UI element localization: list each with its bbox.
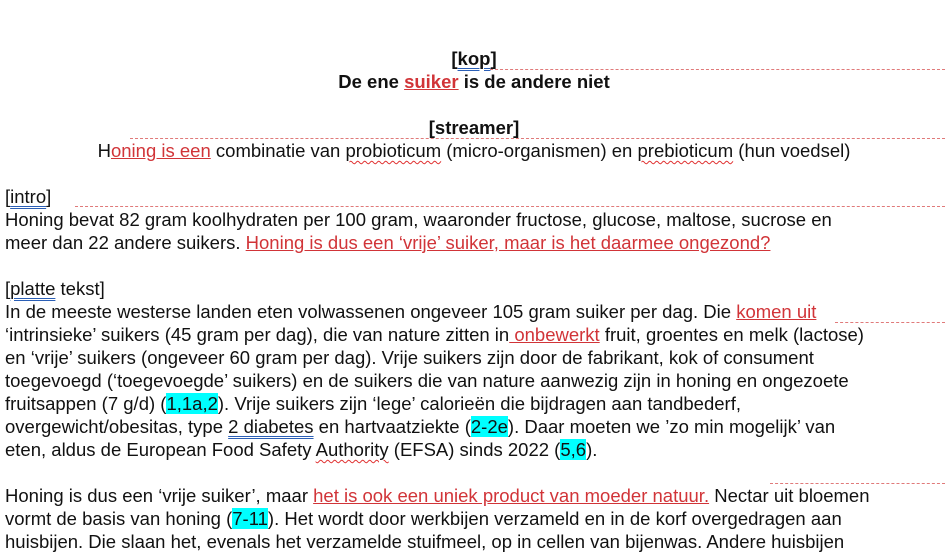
body-text-line: en ‘vrije’ suikers (ongeveer 60 gram per dag). Vrije suikers zijn door de fabrikant, kok of consument: [5, 347, 814, 368]
kop-label: [kop]: [451, 48, 497, 69]
intro-text-line: meer dan 22 andere suikers. Honing is dus een ‘vrije’ suiker, maar is het daarmee ongezond?: [5, 232, 771, 253]
body-text-line: toegevoegd (‘toegevoegde’ suikers) en de suikers die van nature aanwezig zijn in honing en ongezoete: [5, 370, 849, 391]
intro-text-line: Honing bevat 82 gram koolhydraten per 100 gram, waaronder fructose, glucose, maltose, sucrose en: [5, 209, 832, 230]
body-text-line: In de meeste westerse landen eten volwassenen ongeveer 105 gram suiker per dag. Die komen uit: [5, 301, 817, 322]
body-text-line: vormt de basis van honing (7-11). Het wordt door werkbijen verzameld en in de korf overgedragen aan: [5, 508, 842, 529]
body-text-line: overgewicht/obesitas, type 2 diabetes en hartvaatziekte (2-2e). Daar moeten we ’zo min mogelijk’ van: [5, 416, 836, 437]
revision-marker-line: [75, 206, 945, 207]
body-text-line: Honing is dus een ‘vrije suiker’, maar het is ook een uniek product van moeder natuur. Nectar uit bloemen: [5, 485, 870, 506]
intro-label: [intro]: [5, 186, 52, 207]
reference-highlight: 7-11: [232, 508, 268, 529]
body-text-line: fruitsappen (7 g/d) (1,1a,2). Vrije suikers zijn ‘lege’ calorieën die bijdragen aan tandbederf,: [5, 393, 741, 414]
body-text-line: eten, aldus de European Food Safety Authority (EFSA) sinds 2022 (5,6).: [5, 439, 598, 460]
platte-tekst-label: [platte tekst]: [5, 278, 105, 299]
subtitle: Honing is een combinatie van probioticum (micro-organismen) en prebioticum (hun voedsel): [97, 140, 851, 161]
streamer-label: [streamer]: [428, 117, 520, 138]
reference-highlight: 2-2e: [470, 416, 508, 437]
page-title: De ene suiker is de andere niet: [338, 71, 610, 92]
body-text-line: ‘intrinsieke’ suikers (45 gram per dag), die van nature zitten in onbewerkt fruit, groentes en melk (lactose): [5, 324, 864, 345]
reference-highlight: 1,1a,2: [166, 393, 218, 414]
body-text-line: huisbijen. Die slaan het, evenals het verzamelde stuifmeel, op in cellen van bijenwas. Andere huisbijen: [5, 531, 845, 552]
reference-highlight: 5,6: [560, 439, 587, 460]
